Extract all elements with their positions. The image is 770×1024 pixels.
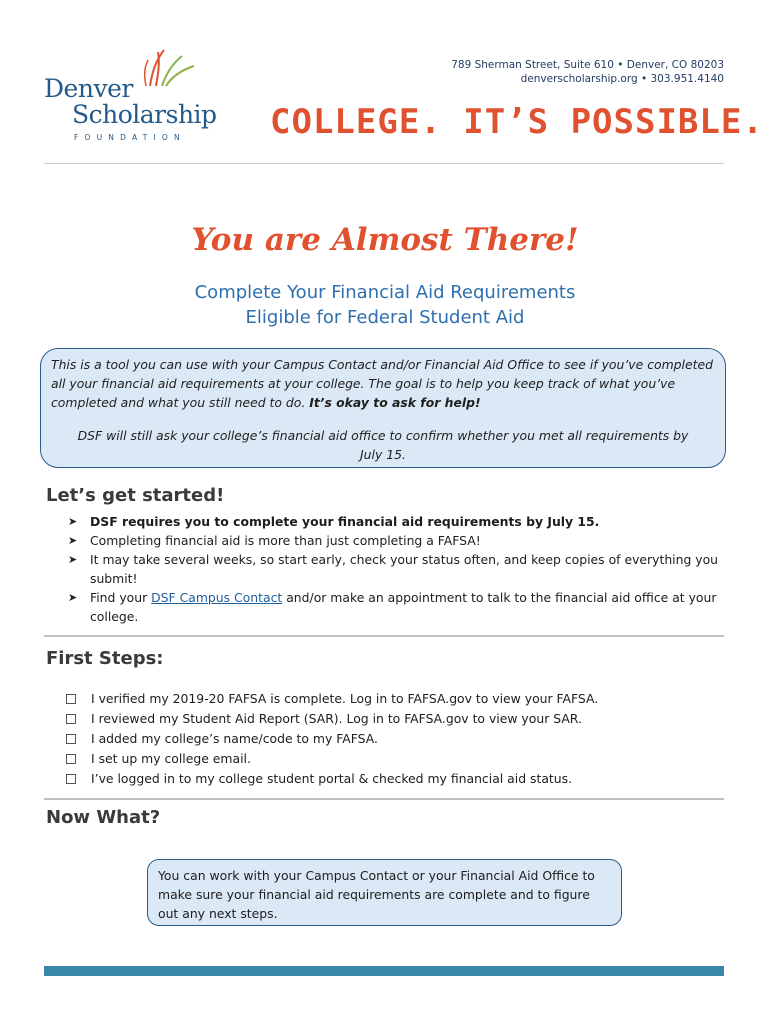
logo-text-scholarship: Scholarship [72, 100, 217, 129]
header-divider [44, 163, 724, 164]
intro-note: DSF will still ask your college’s financial aid office to confirm whether you met all requirements by July 15. [77, 428, 689, 462]
arrow-bullet-icon: ➤ [68, 553, 78, 566]
checkbox[interactable] [66, 734, 76, 744]
intro-emphasis: It’s okay to ask for help! [309, 395, 481, 410]
list-item: ➤ DSF requires you to complete your financial aid requirements by July 15. [68, 514, 600, 529]
section-divider [44, 635, 724, 637]
arrow-bullet-icon: ➤ [68, 591, 78, 604]
section-divider [44, 798, 724, 800]
intro-text: This is a tool you can use with your Campus Contact and/or Financial Aid Office to see if you’ve completed all your financial aid requirements at your college. The goal is to help you keep track of what you’ve completed and what you still need to do. [51, 357, 713, 410]
page-subtitle: Complete Your Financial Aid Requirements [194, 282, 576, 303]
list-item: ➤ Completing financial aid is more than just completing a FAFSA! [68, 533, 481, 548]
now-what-box [147, 859, 622, 926]
first-steps-checklist [66, 689, 726, 789]
address-block [451, 58, 724, 86]
slogan: COLLEGE. IT’S POSSIBLE. [270, 102, 764, 142]
footer-bar [44, 966, 724, 976]
arrow-bullet-icon: ➤ [68, 515, 78, 528]
checkbox[interactable] [66, 694, 76, 704]
arrow-bullet-icon: ➤ [68, 534, 78, 547]
page-title: You are Almost There! [191, 222, 579, 258]
section-heading-now-what: Now What? [46, 807, 161, 828]
checkbox[interactable] [66, 714, 76, 724]
checkbox[interactable] [66, 774, 76, 784]
checklist-item[interactable]: I’ve logged in to my college student portal & checked my financial aid status. [66, 769, 726, 789]
page-subtitle-eligibility: Eligible for Federal Student Aid [245, 307, 525, 328]
intro-box [40, 348, 726, 468]
campus-contact-link[interactable]: DSF Campus Contact [151, 590, 283, 605]
checkbox[interactable] [66, 754, 76, 764]
logo-text-denver: Denver [44, 74, 133, 103]
section-heading-first-steps: First Steps: [46, 648, 164, 669]
logo-text-foundation: FOUNDATION [74, 133, 186, 142]
address-line: 789 Sherman Street, Suite 610 • Denver, CO 80203 [451, 59, 724, 71]
now-what-text: You can work with your Campus Contact or your Financial Aid Office to make sure your financial aid requirements are complete and to figure out any next steps. [158, 868, 595, 921]
list-item: ➤ Find your DSF Campus Contact and/or make an appointment to talk to the financial aid office at your college. [68, 590, 717, 624]
checklist-item[interactable]: I verified my 2019-20 FAFSA is complete. Log in to FAFSA.gov to view your FAFSA. [66, 689, 726, 709]
intro-paragraph [51, 355, 715, 412]
dsf-logo [44, 44, 244, 144]
getting-started-list [68, 512, 728, 626]
checklist-item[interactable]: I set up my college email. [66, 749, 726, 769]
grass-logo-icon [142, 44, 202, 88]
checklist-item[interactable]: I added my college’s name/code to my FAFSA. [66, 729, 726, 749]
checklist-item[interactable]: I reviewed my Student Aid Report (SAR). Log in to FAFSA.gov to view your SAR. [66, 709, 726, 729]
contact-line: denverscholarship.org • 303.951.4140 [520, 73, 724, 85]
list-item: ➤ It may take several weeks, so start early, check your status often, and keep copies of everything you submit! [68, 552, 719, 586]
section-heading-getting-started: Let’s get started! [46, 485, 225, 506]
